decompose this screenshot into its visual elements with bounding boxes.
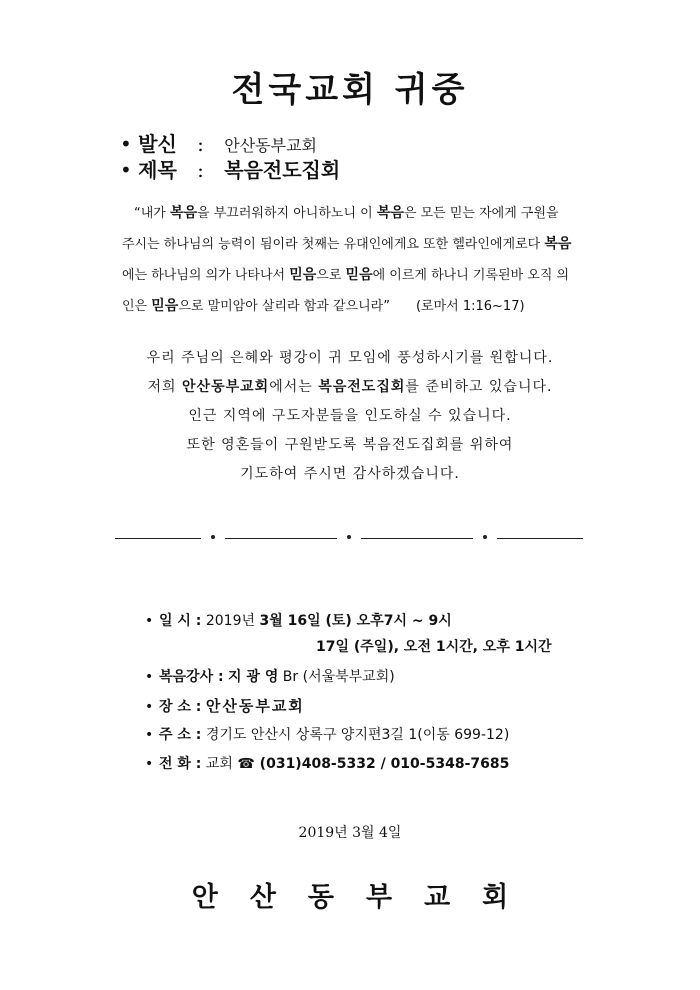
verse-text: 주시는 하나님의 능력이 됨이라 첫째는 유대인에게요 또한 헬라인에게로다 [122, 237, 545, 252]
greeting-text: 저희 [147, 379, 183, 395]
place-value: 안산동부교회 [205, 697, 305, 715]
verse-emphasis: 복음 [376, 205, 404, 221]
datetime-first-day: 3월 16일 (토) 오후7시 ~ 9시 [259, 613, 452, 629]
subject-colon: : [197, 158, 204, 182]
letter-date: 2019년 3월 4일 [298, 825, 402, 841]
greeting-line: 또한 영혼들이 구원받도록 복음전도집회를 위하여 [186, 437, 514, 453]
sender-colon: : [197, 132, 204, 156]
greeting-text: 에서는 [269, 379, 319, 395]
bullet: • [145, 613, 154, 629]
bullet: • [120, 158, 132, 182]
subject-label: 제목 [138, 158, 177, 182]
datetime-row-second [316, 636, 552, 656]
address-row [145, 724, 509, 744]
section-divider [115, 532, 585, 544]
bullet: • [145, 669, 154, 685]
verse-text: 에는 하나님의 의가 나타나서 [122, 268, 290, 283]
greeting-text: 를 준비하고 있습니다. [405, 379, 553, 395]
page-title: 전국교회 귀중 [231, 70, 469, 110]
church-name-emphasis: 안산동부교회 [182, 379, 270, 395]
greeting-message [0, 344, 700, 489]
verse-text: 에 이르게 하나니 기록된바 오직 의 [372, 268, 570, 283]
datetime-second-day: 17일 (주일), 오전 1시간, 오후 1시간 [316, 639, 552, 655]
verse-text: “내가 [134, 206, 170, 221]
bullet: • [145, 699, 154, 715]
verse-emphasis: 복음 [169, 205, 198, 221]
verse-text: 은 모든 믿는 자에게 구원을 [403, 206, 559, 221]
verse-emphasis: 믿음 [289, 267, 317, 283]
verse-emphasis: 믿음 [151, 298, 179, 314]
verse-text: 으로 [316, 268, 346, 283]
bullet: • [145, 727, 154, 743]
datetime-year: 2019년 [205, 613, 260, 629]
verse-emphasis: 믿음 [345, 267, 373, 283]
greeting-line: 인근 지역에 구도자분들을 인도하실 수 있습니다. [188, 408, 512, 424]
subject-row [120, 154, 340, 183]
speaker-row [145, 666, 395, 686]
phone-prefix: 교회 [205, 756, 238, 772]
bullet: • [120, 132, 132, 156]
datetime-row [145, 610, 452, 630]
address-label: 주 소 : [159, 727, 202, 743]
greeting-line: 기도하여 주시면 감사하겠습니다. [240, 466, 460, 482]
subject-value: 복음전도집회 [224, 158, 341, 182]
place-row [145, 695, 305, 716]
phone-label: 전 화 : [159, 756, 202, 772]
verse-text: 으로 말미암아 살리라 함과 같으니라” [178, 299, 390, 314]
speaker-name: 지 광 영 [228, 669, 279, 685]
scripture-quote [122, 198, 592, 322]
verse-reference: (로마서 1:16~17) [415, 299, 525, 314]
event-name-emphasis: 복음전도집회 [318, 379, 406, 395]
phone-numbers: (031)408-5332 / 010-5348-7685 [254, 756, 510, 772]
verse-emphasis: 복음 [544, 236, 572, 252]
bullet: • [145, 756, 154, 772]
church-signature: 안산동부교회 [191, 882, 541, 913]
place-label: 장 소 : [159, 699, 202, 715]
address-value: 경기도 안산시 상록구 양지편3길 1(이동 699-12) [205, 727, 510, 743]
verse-text: 을 부끄러워하지 아니하노니 이 [197, 206, 377, 221]
verse-text: 인은 [122, 299, 152, 314]
speaker-title: Br [278, 669, 303, 685]
sender-row [120, 128, 317, 157]
datetime-label: 일 시 : [159, 613, 202, 629]
phone-row [145, 753, 509, 773]
speaker-church: (서울북부교회) [302, 669, 395, 685]
greeting-line: 우리 주님의 은혜와 평강이 귀 모임에 풍성하시기를 원합니다. [146, 350, 554, 366]
speaker-label: 복음강사 : [159, 669, 224, 685]
phone-icon: ☎ [237, 756, 255, 772]
sender-value: 안산동부교회 [224, 136, 318, 155]
sender-label: 발신 [138, 132, 177, 156]
